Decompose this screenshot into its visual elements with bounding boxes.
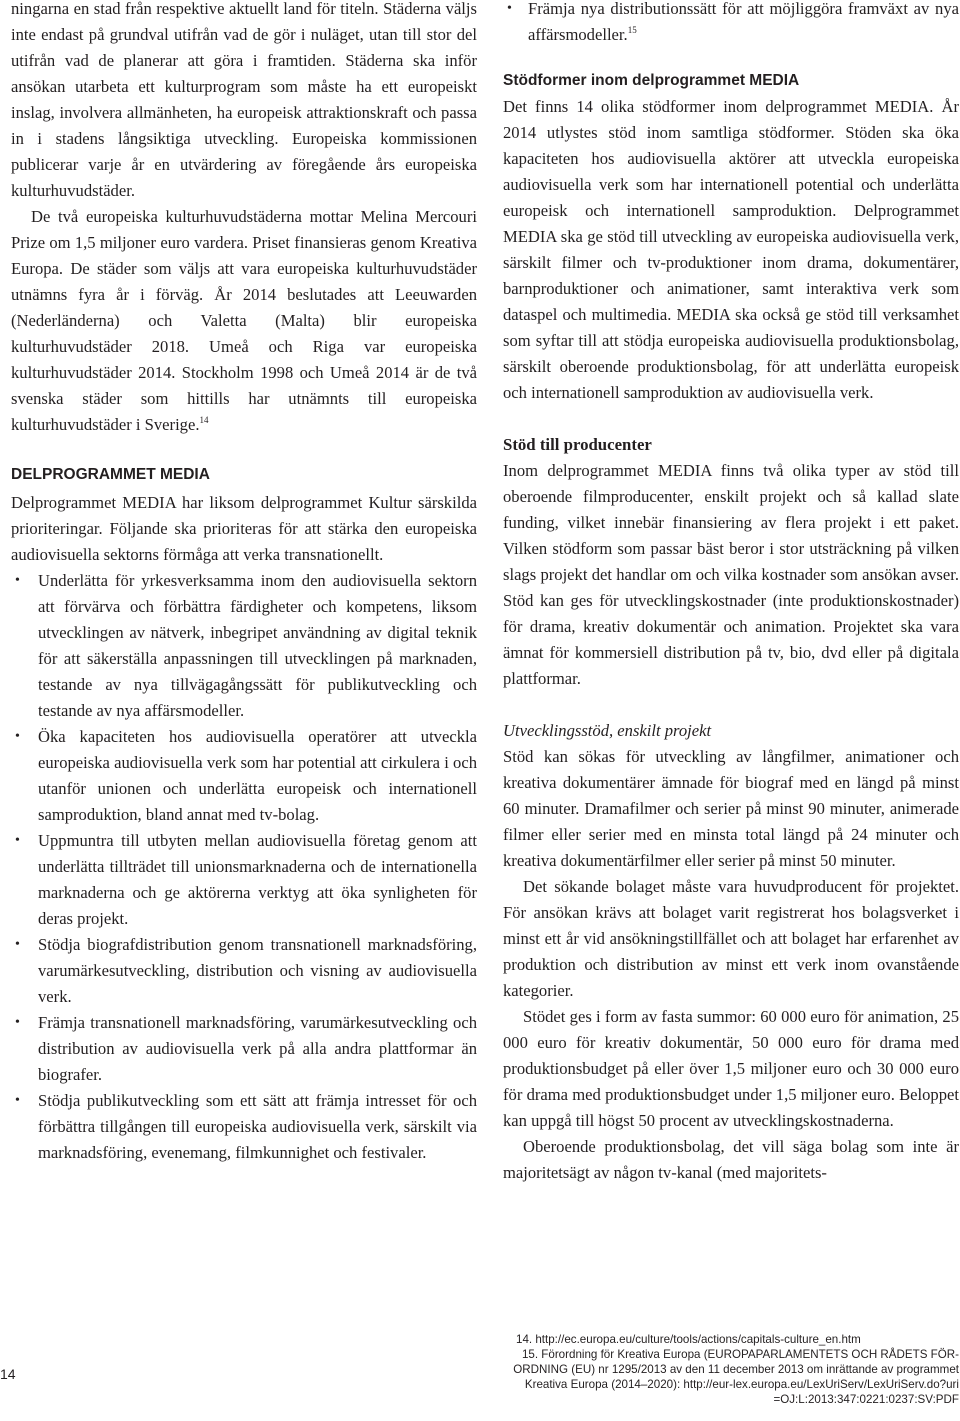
bullet-icon: • <box>15 937 20 952</box>
priority-list-continued <box>503 0 959 48</box>
bullet-icon: • <box>15 729 20 744</box>
left-column <box>11 0 477 1166</box>
footnote-14[interactable]: 14. http://ec.europa.eu/culture/tools/actions/capitals-culture_en.htm <box>516 1333 861 1346</box>
right-column <box>503 0 959 1186</box>
left-paragraph-2: De två europeiska kulturhuvudstäderna mottar Melina Mercouri Prize om 1,5 miljoner euro vardera. Priset finansieras genom Kreativa Europa. De städer som väljs att vara europeiska kulturhuvudstäder utnämns fyra år i förväg. År 2014 beslutades att Leeuwarden (Nederländerna) och Valetta (Malta) blir europeiska kulturhuvudstäder 2018. Umeå och Riga var europeiska kulturhuvudstäder 2014. Stockholm 1998 och Umeå 2014 är de två svenska städer som hittills har utnämnts till europeiska kulturhuvudstäder i Sverige.$^{14}$ <box>11 207 477 434</box>
list-item: • Uppmuntra till utbyten mellan audiovisuella företag genom att underlätta tillträdet till unionsmarknaderna och de internationella marknaderna och ge aktörerna verktyg att öka synligheten för deras projekt. <box>11 828 477 932</box>
footnote-15-line-4[interactable]: =OJ:L:2013:347:0221:0237:SV:PDF <box>773 1392 959 1406</box>
list-item: • Underlätta för yrkesverksamma inom den audiovisuella sektorn att förvärva och förbättra färdigheter och kompetens, liksom utvecklingen av nätverk, inbegripet användning av digital teknik för att säkerställa anpassningen till utvecklingen på marknaden, testande av nya tillvägagångssätt för publikutveckling och testande av nya affärsmodeller. <box>11 568 477 724</box>
right-paragraph-2: Inom delprogrammet MEDIA finns två olika typer av stöd till oberoende filmproducenter, enskilt projekt och så kallad slate funding, vilket innebär finansiering av flera projekt i ett paket. Vilken stödform som passar bäst beror i stor utsträckning på vilken slags projekt det handlar om och vilka kostnader som ansökan avser. Stöd kan ges för utvecklingskostnader (inte produktionskostnader) för drama, kreativ dokumentär och animation. Projektet ska vara ämnat för kommersiell distribution på tv, bio, dvd eller på digitala plattformar. <box>503 461 959 688</box>
bullet-icon: • <box>15 833 20 848</box>
list-item: • Främja transnationell marknadsföring, varumärkesutveckling och distribution av audiovisuella verk på alla andra plattformar än biografer. <box>11 1010 477 1088</box>
priority-list <box>11 568 477 1166</box>
footnote-15-line-2: ORDNING (EU) nr 1295/2013 av den 11 december 2013 om inrättande av programmet <box>513 1362 959 1376</box>
list-item: • Främja nya distributionssätt för att möjliggöra framväxt av nya affärsmodeller.$^{15}$ <box>503 0 959 48</box>
bullet-icon: • <box>507 1 512 16</box>
section-heading-media: DELPROGRAMMET MEDIA <box>11 466 210 483</box>
subheading-development-support: Utvecklingsstöd, enskilt projekt <box>503 721 712 740</box>
left-paragraph-3: Delprogrammet MEDIA har liksom delprogrammet Kultur särskilda prioriteringar. Följande ska prioriteras för att stärka den europeiska audiovisuella sektorns förmåga att verka transnationellt. <box>11 493 477 564</box>
subheading-producer-support: Stöd till producenter <box>503 435 652 454</box>
list-item: • Stödja publikutveckling som ett sätt att främja intresset för och förbättra tillgången till europeiska audiovisuella verk, särskilt via marknadsföring, evenemang, filmkunnighet och festivaler. <box>11 1088 477 1166</box>
bullet-icon: • <box>15 573 20 588</box>
left-paragraph-1: ningarna en stad från respektive aktuellt land för titeln. Städerna väljs inte endast på grundval utifrån vad de gör i nuläget, utan till stor del utifrån vad de planerar att göra i framtiden. Städerna ska inför ansökan utarbeta ett kulturprogram som måste ha ett europeiskt inslag, involvera allmänheten, ha europeisk attraktionskraft och passa in i stadens långsiktiga utveckling. Europeiska kommissionen publicerar varje år en utvärdering av föregående års europeiska kulturhuvudstäder. <box>11 0 477 200</box>
bullet-icon: • <box>15 1015 20 1030</box>
footnote-15-line-3[interactable]: Kreativa Europa (2014–2020): http://eur-lex.europa.eu/LexUriServ/LexUriServ.do?uri <box>524 1377 959 1391</box>
section-heading-support-forms: Stödformer inom delprogrammet MEDIA <box>503 72 800 89</box>
list-item: • Öka kapaciteten hos audiovisuella operatörer att utveckla europeiska audiovisuella verk som har potential att cirkulera i och utanför unionen och underlätta europeisk och internationell samproduktion, bland annat med tv-bolag. <box>11 724 477 828</box>
right-paragraph-4: Det sökande bolaget måste vara huvudproducent för projektet. För ansökan krävs att bolaget varit registrerat hos bolagsverket i minst ett år vid ansökningstillfället och att bolaget har erfarenhet av produktion och distribution av minst ett verk inom ovanstående kategorier. <box>503 877 959 1000</box>
right-paragraph-3: Stöd kan sökas för utveckling av långfilmer, animationer och kreativa dokumentärer ämnade för biograf med en längd på minst 60 minuter. Dramafilmer och serier på minst 90 minuter, animerade filmer eller serier med en minsta total längd på 24 minuter och kreativa dokumentärfilmer eller serier på minst 50 minuter. <box>503 747 959 870</box>
right-paragraph-5: Stödet ges i form av fasta summor: 60 000 euro för animation, 25 000 euro för kreativ dokumentär, 50 000 euro för drama med produktionsbudget på eller över 1,5 miljoner euro och 30 000 euro för drama med produktionsbudget under 1,5 miljoner euro. Beloppet kan uppgå till högst 50 procent av utvecklingskostnaderna. <box>503 1007 959 1130</box>
bullet-icon: • <box>15 1093 20 1108</box>
footnotes <box>420 1333 959 1408</box>
right-paragraph-1: Det finns 14 olika stödformer inom delprogrammet MEDIA. År 2014 utlystes stöd inom samtliga stödformer. Stöden ska öka kapaciteten hos audiovisuella aktörer att utveckla europeiska audiovisuella verk som har internationell potential och underlätta europeisk och internationell samproduktion. Delprogrammet MEDIA ska ge stöd till utveckling av europeiska audiovisuella verk, särskilt filmer och tv-produktioner inom drama, dokumentärer, barnproduktioner och animationer, samt interaktiva verk som dataspel och multimedia. MEDIA ska också ge stöd till verksamhet som syftar till att stödja europeiska audiovisuella produktionsbolag, särskilt oberoende produktionsbolag, för att underlätta europeisk och internationell samproduktion av audiovisuella verk. <box>503 97 959 402</box>
footnote-ref-14[interactable]: 14 <box>199 415 209 425</box>
list-item: • Stödja biografdistribution genom transnationell marknadsföring, varumärkesutveckling, distribution och visning av audiovisuella verk. <box>11 932 477 1010</box>
right-paragraph-6: Oberoende produktionsbolag, det vill säga bolag som inte är majoritetsägt av någon tv-kanal (med majoritets- <box>503 1137 959 1182</box>
footnote-15-line-1: 15. Förordning för Kreativa Europa (EUROPAPARLAMENTETS OCH RÅDETS FÖR- <box>521 1347 959 1361</box>
footnote-ref-15[interactable]: 15 <box>627 25 637 35</box>
page-number: 14 <box>0 1366 16 1382</box>
